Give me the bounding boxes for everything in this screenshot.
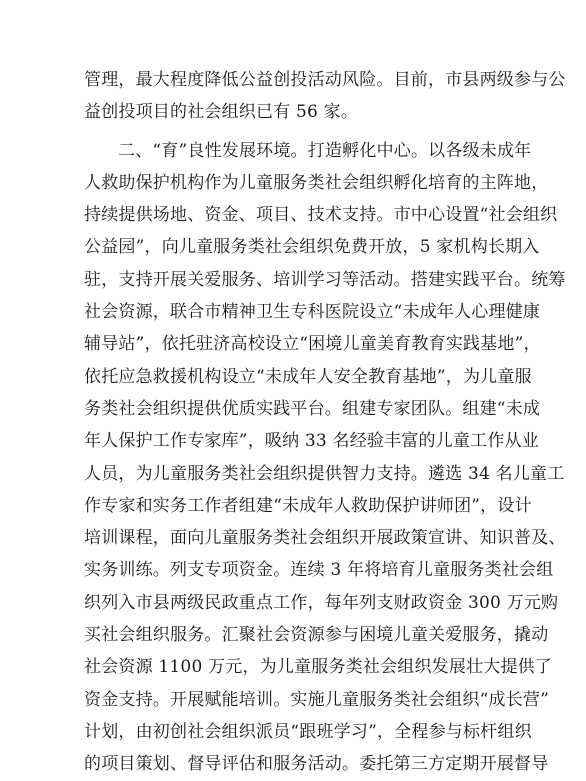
text-line: 辅导站”，依托驻济高校设立“困境儿童美育教育实践基地”， [84, 334, 541, 355]
text-line: 计划，由初创社会组织派员“跟班学习”，全程参与标杆组织 [84, 721, 532, 742]
text-line: 益创投项目的社会组织已有 56 家。 [84, 102, 359, 123]
text-line: 作专家和实务工作者组建“未成年人救助保护讲师团”，设计 [84, 495, 532, 516]
body-text [84, 64, 566, 781]
text-line: 公益园”，向儿童服务类社会组织免费开放，5 家机构长期入 [84, 237, 540, 258]
text-line: 持续提供场地、资金、项目、技术支持。市中心设置“社会组织 [84, 205, 558, 226]
text-line: 买社会组织服务。汇聚社会资源参与困境儿童关爱服务，撬动 [84, 625, 549, 646]
text-line: 年人保护工作专家库”，吸纳 33 名经验丰富的儿童工作从业 [84, 431, 539, 452]
text-line: 的项目策划、督导评估和服务活动。委托第三方定期开展督导 [84, 754, 549, 775]
text-line: 驻，支持开展关爱服务、培训学习等活动。搭建实践平台。统筹 [84, 269, 566, 290]
text-line: 社会资源 1100 万元，为儿童服务类社会组织发展壮大提供了 [84, 657, 553, 678]
text-line: 二、“育”良性发展环境。打造孵化中心。以各级未成年 [118, 140, 532, 161]
text-line: 管理，最大程度降低公益创投活动风险。目前，市县两级参与公 [84, 70, 566, 90]
text-line: 依托应急救援机构设立“未成年人安全教育基地”，为儿童服 [84, 366, 532, 387]
text-line: 培训课程，面向儿童服务类社会组织开展政策宣讲、知识普及、 [84, 528, 566, 549]
text-line: 人员，为儿童服务类社会组织提供智力支持。遴选 34 名儿童工 [84, 463, 565, 484]
text-line: 资金支持。开展赋能培训。实施儿童服务类社会组织“成长营” [84, 689, 549, 710]
text-line: 务类社会组织提供优质实践平台。组建专家团队。组建“未成 [84, 398, 541, 419]
text-line: 实务训练。列支专项资金。连续 3 年将培育儿童服务类社会组 [84, 560, 554, 581]
text-line: 织列入市县两级民政重点工作，每年列支财政资金 300 万元购 [84, 592, 559, 613]
text-line: 人救助保护机构作为儿童服务类社会组织孵化培育的主阵地， [84, 172, 549, 193]
text-line: 社会资源，联合市精神卫生专科医院设立“未成年人心理健康 [84, 302, 541, 323]
